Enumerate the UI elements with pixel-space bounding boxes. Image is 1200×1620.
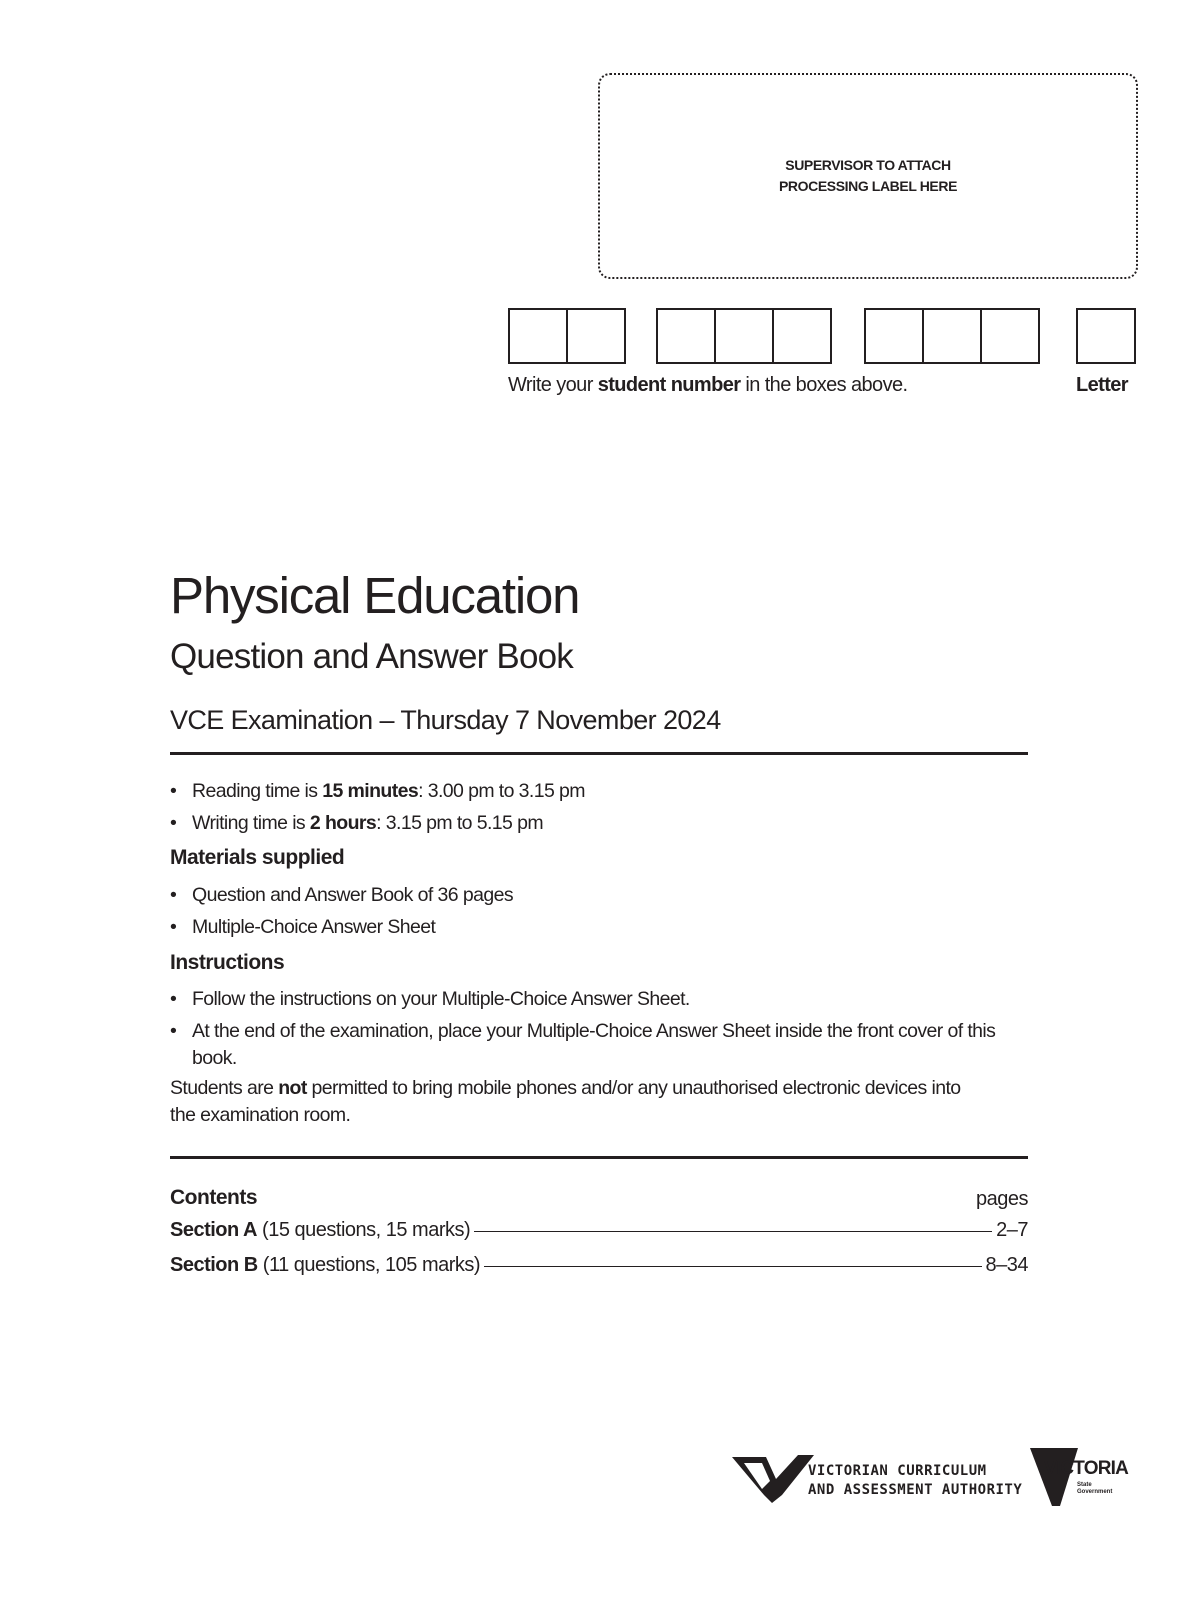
page-title: Physical Education bbox=[170, 567, 580, 624]
victoria-small-2: Government bbox=[1077, 1489, 1113, 1495]
vcaa-line-2: AND ASSESSMENT AUTHORITY bbox=[808, 1482, 1023, 1498]
item-text: Reading time is bbox=[192, 780, 323, 802]
vcaa-line-1: VICTORIAN CURRICULUM bbox=[808, 1463, 987, 1479]
devices-note bbox=[170, 1075, 990, 1129]
label-line-2: PROCESSING LABEL HERE bbox=[778, 178, 958, 194]
item-bold: 2 hours bbox=[309, 812, 377, 834]
note-bold: not bbox=[278, 1077, 307, 1099]
item-text: : 3.00 pm to 3.15 pm bbox=[418, 780, 585, 802]
student-letter-box[interactable] bbox=[1076, 308, 1136, 364]
item-bold: 15 minutes bbox=[322, 780, 419, 802]
item-text: Question and Answer Book of 36 pages bbox=[192, 884, 513, 906]
label-line-1: SUPERVISOR TO ATTACH bbox=[785, 157, 951, 173]
item-text: Writing time is bbox=[192, 812, 310, 834]
item-text: Multiple-Choice Answer Sheet bbox=[192, 916, 436, 938]
item-text: Follow the instructions on your Multiple-Choice Answer Sheet. bbox=[192, 988, 690, 1010]
student-number-box[interactable] bbox=[656, 308, 716, 364]
toc-detail: (11 questions, 105 marks) bbox=[257, 1254, 481, 1276]
student-number-box[interactable] bbox=[922, 308, 982, 364]
student-letter-group bbox=[1076, 308, 1136, 364]
student-number-box[interactable] bbox=[980, 308, 1040, 364]
student-number-caption bbox=[508, 374, 907, 397]
toc-row bbox=[170, 1254, 1028, 1277]
list-item: • Follow the instructions on your Multiple-Choice Answer Sheet. bbox=[170, 986, 1030, 1013]
note-text: permitted to bring mobile phones and/or any unauthorised electronic devices into the examination room. bbox=[170, 1077, 961, 1126]
toc-pages: 8–34 bbox=[985, 1254, 1028, 1276]
student-number-box[interactable] bbox=[566, 308, 626, 364]
vcaa-logo-icon bbox=[732, 1455, 814, 1503]
toc-pages: 2–7 bbox=[996, 1219, 1028, 1241]
divider bbox=[170, 1156, 1028, 1159]
toc-section: Section B bbox=[170, 1254, 258, 1276]
list-item: • Reading time is 15 minutes: 3.00 pm to 3.15 pm bbox=[170, 780, 585, 802]
pages-heading: pages bbox=[976, 1188, 1028, 1210]
caption-text: Write your bbox=[508, 374, 598, 396]
caption-text: in the boxes above. bbox=[740, 374, 908, 396]
toc-detail: (15 questions, 15 marks) bbox=[257, 1219, 471, 1241]
materials-heading: Materials supplied bbox=[170, 846, 345, 869]
student-number-box[interactable] bbox=[864, 308, 924, 364]
list-item: • Question and Answer Book of 36 pages bbox=[170, 882, 1030, 909]
processing-label-area bbox=[598, 73, 1138, 279]
instructions-heading: Instructions bbox=[170, 951, 285, 974]
exam-date: VCE Examination – Thursday 7 November 2024 bbox=[170, 705, 721, 735]
caption-bold: student number bbox=[597, 374, 741, 396]
student-number-box[interactable] bbox=[508, 308, 568, 364]
victoria-logo-small bbox=[1077, 1482, 1112, 1496]
toc-leader bbox=[484, 1266, 981, 1267]
list-item: • Writing time is 2 hours: 3.15 pm to 5.15 pm bbox=[170, 812, 543, 834]
contents-heading: Contents bbox=[170, 1186, 257, 1209]
student-number-group-2 bbox=[656, 308, 832, 364]
toc-section: Section A bbox=[170, 1219, 257, 1241]
list-item: • Multiple-Choice Answer Sheet bbox=[170, 914, 1030, 941]
toc-leader bbox=[474, 1231, 992, 1232]
divider bbox=[170, 752, 1028, 755]
student-number-box[interactable] bbox=[714, 308, 774, 364]
student-number-box[interactable] bbox=[772, 308, 832, 364]
student-number-group-3 bbox=[864, 308, 1040, 364]
victoria-small-1: State bbox=[1077, 1482, 1092, 1488]
item-text: At the end of the examination, place your Multiple-Choice Answer Sheet inside the front cover of this book. bbox=[192, 1020, 996, 1069]
letter-caption: Letter bbox=[1076, 374, 1128, 396]
toc-row bbox=[170, 1219, 1028, 1242]
list-item: • At the end of the examination, place your Multiple-Choice Answer Sheet inside the front cover of this book. bbox=[170, 1018, 1030, 1072]
item-text: : 3.15 pm to 5.15 pm bbox=[376, 812, 543, 834]
victoria-logo-text: VICTORIA bbox=[1044, 1458, 1129, 1479]
student-number-group-1 bbox=[508, 308, 626, 364]
note-text: Students are bbox=[170, 1077, 279, 1099]
page-subtitle: Question and Answer Book bbox=[170, 637, 574, 676]
vcaa-logo-text bbox=[808, 1462, 1022, 1500]
